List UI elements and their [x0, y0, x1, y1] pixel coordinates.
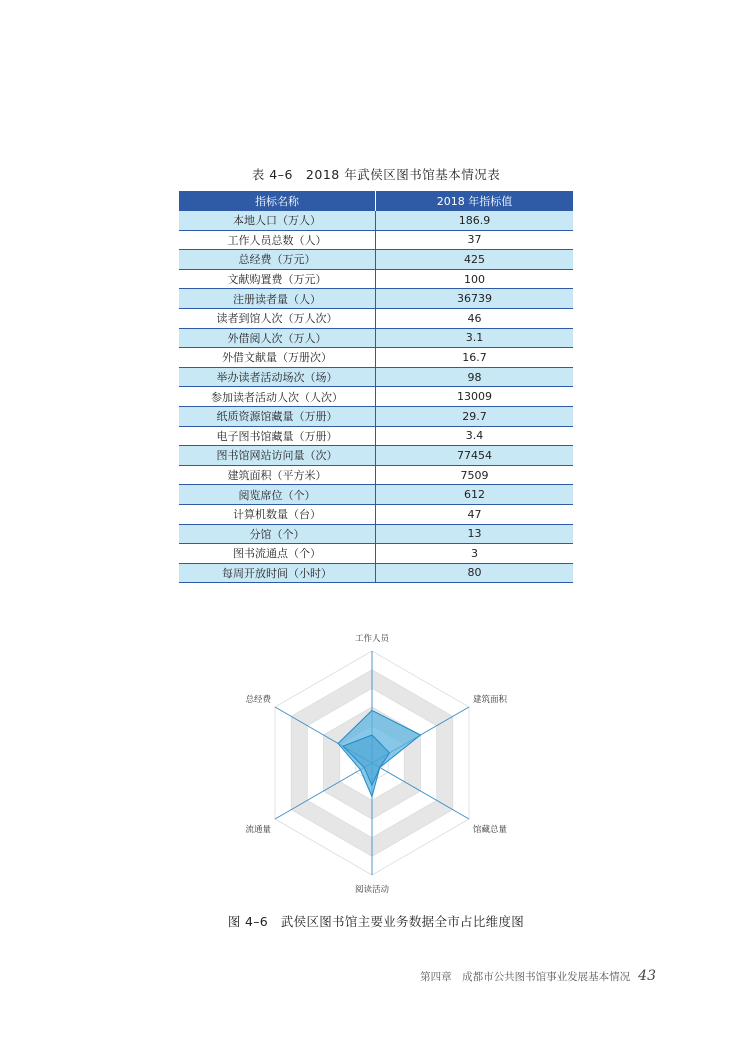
indicator-name: 外借阅人次（万人） — [179, 328, 376, 348]
indicator-name: 计算机数量（台） — [179, 504, 376, 524]
table-row — [179, 367, 573, 387]
table-row — [179, 504, 573, 524]
indicator-name: 本地人口（万人） — [179, 211, 376, 230]
radar-axis-label: 工作人员 — [354, 634, 390, 644]
indicator-value: 425 — [376, 250, 574, 270]
indicator-name: 纸质资源馆藏量（万册） — [179, 406, 376, 426]
indicator-value: 29.7 — [376, 406, 574, 426]
indicator-name: 图书流通点（个） — [179, 544, 376, 564]
indicator-name: 图书馆网站访问量（次） — [179, 446, 376, 466]
indicator-name: 文献购置费（万元） — [179, 269, 376, 289]
table-row — [179, 544, 573, 564]
radar-axis-label: 阅读活动 — [354, 885, 390, 895]
table-header-row — [179, 191, 573, 211]
radar-axis-label: 总经费 — [245, 695, 271, 705]
indicator-value: 3.1 — [376, 328, 574, 348]
column-header: 指标名称 — [179, 191, 376, 211]
indicator-name: 分馆（个） — [179, 524, 376, 544]
table-row — [179, 387, 573, 407]
indicator-value: 37 — [376, 230, 574, 250]
column-header: 2018 年指标值 — [376, 191, 574, 211]
radar-axis-label: 建筑面积 — [473, 695, 508, 705]
chapter-title: 第四章 成都市公共图书馆事业发展基本情况 — [420, 971, 631, 983]
table-row — [179, 211, 573, 230]
table-row — [179, 289, 573, 309]
indicator-value: 47 — [376, 504, 574, 524]
indicator-value: 3 — [376, 544, 574, 564]
radar-axis-label: 流通量 — [245, 825, 271, 835]
indicator-value: 98 — [376, 367, 574, 387]
indicator-value: 46 — [376, 308, 574, 328]
indicator-name: 参加读者活动人次（人次） — [179, 387, 376, 407]
indicator-value: 7509 — [376, 465, 574, 485]
indicator-name: 举办读者活动场次（场） — [179, 367, 376, 387]
table-row — [179, 406, 573, 426]
indicator-value: 612 — [376, 485, 574, 505]
page-number: 43 — [638, 968, 656, 984]
indicator-value: 36739 — [376, 289, 574, 309]
indicator-name: 注册读者量（人） — [179, 289, 376, 309]
indicator-value: 13 — [376, 524, 574, 544]
indicator-name: 总经费（万元） — [179, 250, 376, 270]
radar-axis-label: 馆藏总量 — [473, 825, 508, 835]
table-title: 表 4–6 2018 年武侯区图书馆基本情况表 — [251, 167, 501, 182]
table-row — [179, 563, 573, 583]
table-row — [179, 446, 573, 466]
indicator-value: 77454 — [376, 446, 574, 466]
indicator-name: 建筑面积（平方米） — [179, 465, 376, 485]
table-row — [179, 250, 573, 270]
indicator-name: 每周开放时间（小时） — [179, 563, 376, 583]
indicator-value: 16.7 — [376, 348, 574, 368]
indicator-name: 阅览席位（个） — [179, 485, 376, 505]
figure-caption: 图 4–6 武侯区图书馆主要业务数据全市占比维度图 — [227, 914, 525, 929]
table-row — [179, 328, 573, 348]
table-row — [179, 308, 573, 328]
indicator-value: 13009 — [376, 387, 574, 407]
indicator-name: 电子图书馆藏量（万册） — [179, 426, 376, 446]
table-row — [179, 230, 573, 250]
indicator-name: 工作人员总数（人） — [179, 230, 376, 250]
indicator-name: 读者到馆人次（万人次） — [179, 308, 376, 328]
table-row — [179, 269, 573, 289]
table-row — [179, 465, 573, 485]
indicator-name: 外借文献量（万册次） — [179, 348, 376, 368]
indicator-value: 3.4 — [376, 426, 574, 446]
page-footer — [420, 968, 656, 984]
indicator-value: 100 — [376, 269, 574, 289]
indicator-value: 186.9 — [376, 211, 574, 230]
indicator-value: 80 — [376, 563, 574, 583]
table-row — [179, 348, 573, 368]
radar-chart — [0, 615, 752, 905]
stats-table — [179, 191, 573, 583]
table-row — [179, 485, 573, 505]
table-row — [179, 426, 573, 446]
table-row — [179, 524, 573, 544]
